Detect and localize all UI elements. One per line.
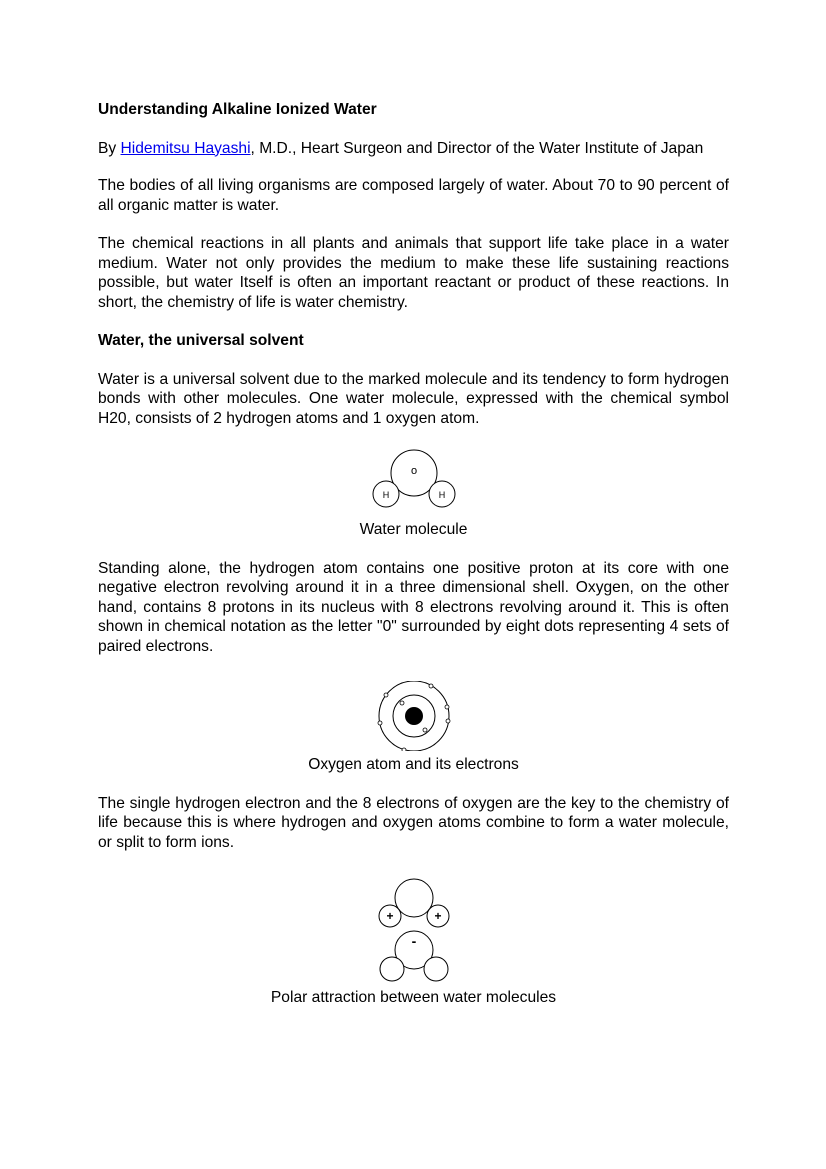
plus-right-sign: + [433,909,442,923]
document-title: Understanding Alkaline Ionized Water [98,101,377,118]
electron [423,728,427,732]
oxygen-atom-diagram [374,681,454,751]
oxygen-atom-caption: Oxygen atom and its electrons [308,756,519,773]
byline-suffix: , M.D., Heart Surgeon and Director of the Water Institute of Japan [250,139,704,157]
water-molecule-diagram [369,448,459,518]
hydrogen-left-label: H [382,490,389,500]
polar-attraction-caption: Polar attraction between water molecules [270,989,557,1006]
minus-sign: - [411,933,416,949]
top-oxygen-shell [395,879,433,917]
nucleus [405,707,423,725]
bottom-hydrogen-right [424,957,448,981]
paragraph-organisms: The bodies of all living organisms are composed largely of water. About 70 to 90 percent of all organic matter is water. [98,177,729,214]
paragraph-atoms: Standing alone, the hydrogen atom contains one positive proton at its core with one negative electron revolving around it in a three dimensional shell. Oxygen, on the other hand, contains 8 protons in its nucleus with 8 electrons revolving around it. This is often shown in chemical notation as the letter "0" surrounded by eight dots representing 4 sets of paired electrons. [98,559,729,655]
polar-attraction-figure [98,874,729,984]
electron [445,705,449,709]
bottom-hydrogen-left [380,957,404,981]
paragraph-solvent: Water is a universal solvent due to the marked molecule and its tendency to form hydrogen bonds with other molecules. One water molecule, expressed with the chemical symbol H20, consists of 2 hydrogen atoms and 1 oxygen atom. [98,370,729,427]
oxygen-label: o [410,465,417,477]
paragraph-reactions: The chemical reactions in all plants and animals that support life take place in a water medium. Water not only provides the medium to make these life sustaining reactions possible, but water Itself is often an important reactant or product of these reactions. In short, the chemistry of life is water chemistry. [98,235,729,311]
document-page [98,98,729,1008]
hydrogen-right-label: H [438,490,445,500]
oxygen-atom-figure [98,681,729,751]
water-molecule-caption: Water molecule [359,521,468,538]
byline-prefix: By [98,139,121,157]
paragraph-key-chemistry: The single hydrogen electron and the 8 electrons of oxygen are the key to the chemistry of life because this is where hydrogen and oxygen atoms combine to form a water molecule, or split to form ions. [98,794,729,851]
author-link[interactable]: Hidemitsu Hayashi [120,139,251,157]
section-heading: Water, the universal solvent [98,332,304,349]
electron [446,719,450,723]
polar-attraction-diagram [374,874,454,984]
electron [400,701,404,705]
electron [429,684,433,688]
byline [98,139,729,159]
electron [384,693,388,697]
electron [378,721,382,725]
plus-left-sign: + [385,909,394,923]
water-molecule-figure [98,448,729,518]
electron [402,748,406,751]
